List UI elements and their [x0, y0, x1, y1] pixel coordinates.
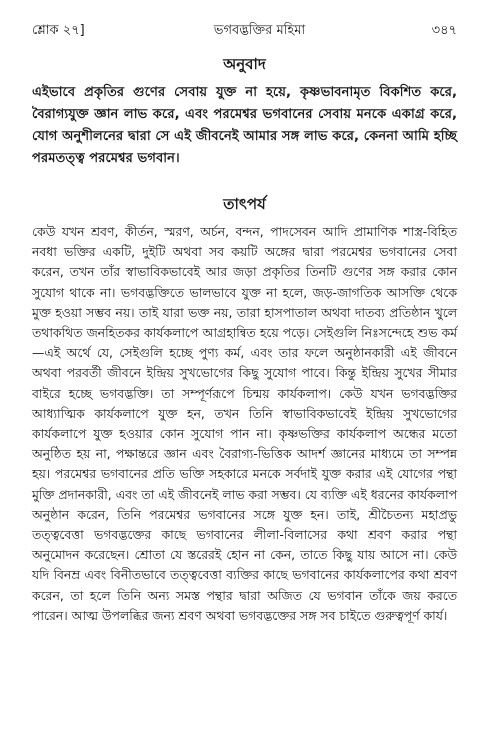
- chapter-title: ভগবদ্ভক্তির মহিমা: [213, 23, 306, 38]
- page-number: ৩৪৭: [431, 23, 457, 38]
- purport-heading: তাৎপর্য: [223, 195, 266, 213]
- translation-text: এইভাবে প্রকৃতির গুণের সেবায় যুক্ত না হয়ে, কৃষ্ণভাবনামৃত বিকশিত করে, বৈরাগ্যযুক্ত জ্ঞান লাভ করে, এবং পরমেশ্বর ভগবানের সেবায় মনকে একাগ্র করে, যোগ অনুশীলনের দ্বারা সে এই জীবনেই আমার সঙ্গ লাভ করে, কেননা আমি হচ্ছি পরমতত্ত্ব পরমেশ্বর ভগবান।: [32, 85, 457, 166]
- running-header: [32, 22, 457, 40]
- purport-text: কেউ যখন শ্রবণ, কীর্তন, স্মরণ, অর্চন, বন্দন, পাদসেবন আদি প্রামাণিক শাস্ত্র-বিহিত নবধা ভক্তির একটি, দুইটি অথবা সব কয়টি অঙ্গের দ্বারা পরমেশ্বর ভগবানের সেবা করেন, তখন তাঁর স্বাভাবিকভাবেই আর জড়া প্রকৃতির তিনটি গুণের সঙ্গ করার কোন সুযোগ থাকে না। ভগবদ্ভক্তিতে ভালভাবে যুক্ত না হলে, জড়-জাগতিক আসক্তি থেকে মুক্ত হওয়া সম্ভব নয়। তাই যারা ভক্ত নয়, তারা হাসপাতাল অথবা দাতব্য প্রতিষ্ঠান খুলে তথাকথিত জনহিতকর কার্যকলাপে আগ্রহান্বিত হয়ে পড়ে। সেইগুলি নিঃসন্দেহে শুভ কর্ম—এই অর্থে যে, সেইগুলি হচ্ছে পুণ্য কর্ম, এবং তার ফলে অনুষ্ঠানকারী এই জীবনে অথবা পরবর্তী জীবনে ইন্দ্রিয় সুখভোগের কিছু সুযোগ পাবে। কিন্তু ইন্দ্রিয় সুখের সীমার বাইরে হচ্ছে ভগবদ্ভক্তি। তা সম্পূর্ণরূপে চিন্ময় কার্যকলাপ। কেউ যখন ভগবদ্ভক্তির আধ্যাত্মিক কার্যকলাপে যুক্ত হন, তখন তিনি স্বাভাবিকভাবেই ইন্দ্রিয় সুখভোগের কার্যকলাপে যুক্ত হওয়ার কোন সুযোগ পান না। কৃষ্ণভক্তির কার্যকলাপ অন্ধের মতো অনুষ্ঠিত হয় না, পক্ষান্তরে জ্ঞান এবং বৈরাগ্য-ভিত্তিক আদর্শ জ্ঞানের মাধ্যমে তা সম্পন্ন হয়। পরমেশ্বর ভগবানের প্রতি ভক্তি সহকারে মনকে সর্বদাই যুক্ত করার এই যোগের পন্থা মুক্তি প্রদানকারী, এবং তা এই জীবনেই লাভ করা সম্ভব। যে ব্যক্তি এই ধরনের কার্যকলাপ অনুষ্ঠান করেন, তিনি পরমেশ্বর ভগবানের সঙ্গে যুক্ত হন। তাই, শ্রীচৈতন্য মহাপ্রভু তত্ত্ববেত্তা ভগবদ্ভক্তের কাছে ভগবানের লীলা-বিলাসের কথা শ্রবণ করার পন্থা অনুমোদন করেছেন। শ্রোতা যে স্তরেরই হোন না কেন, তাতে কিছু যায় আসে না। কেউ যদি বিনম্র এবং বিনীতভাবে তত্ত্ববেত্তা ব্যক্তির কাছে ভগবানের কার্যকলাপের কথা শ্রবণ করেন, তা হলে তিনি অন্য সমস্ত পন্থার দ্বারা অজিত যে ভগবান তাঁকে জয় করতে পারেন। আত্ম উপলব্ধির জন্য শ্রবণ অথবা ভগবদ্ভক্তের সঙ্গ সব চাইতে গুরুত্বপূর্ণ কার্য।: [32, 224, 457, 623]
- translation-heading: অনুবাদ: [223, 55, 266, 73]
- verse-reference: শ্লোক ২৭]: [32, 23, 85, 38]
